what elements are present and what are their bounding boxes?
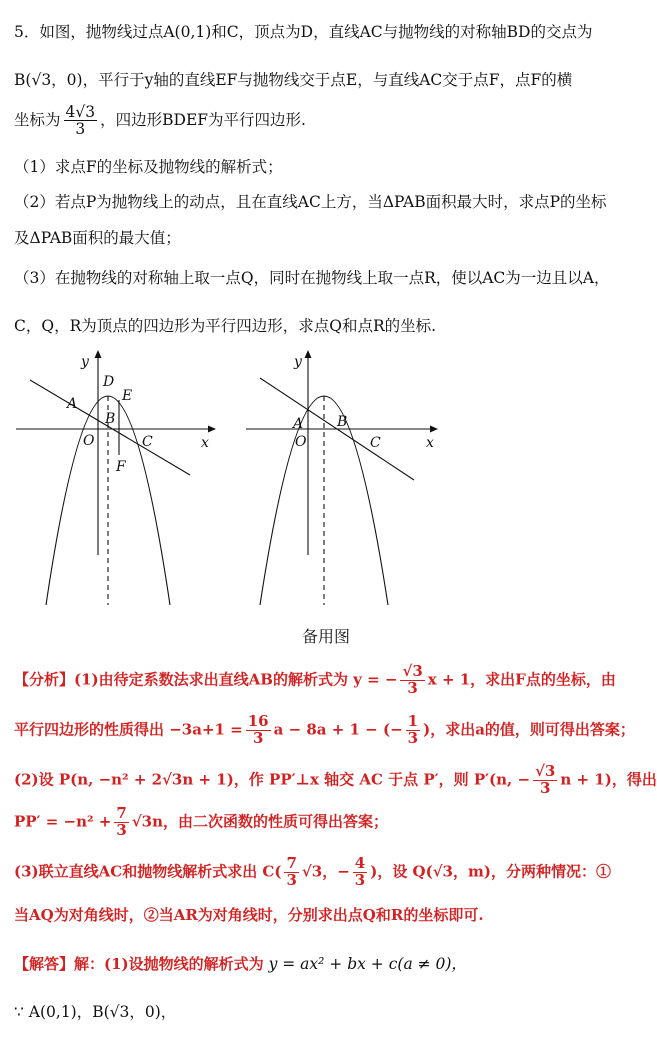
fraction-16-over-3 (246, 714, 271, 747)
analysis-line-4 (14, 806, 388, 839)
figure-1-label-F: F (116, 459, 126, 475)
fraction-numerator: 4√3 (65, 103, 96, 121)
figure-1-label-O: O (83, 433, 95, 449)
fraction-numerator: √3 (402, 662, 423, 680)
analysis-5-mid: √3，− (301, 862, 350, 881)
problem-line-3-pre: 坐标为 (14, 110, 61, 129)
analysis-5-pre: (3)联立直线AC和抛物线解析式求出 C( (14, 862, 282, 881)
problem-line-3 (14, 104, 306, 138)
solution-line-2: ∵ A(0,1)，B(√3，0)， (14, 1003, 177, 1021)
fraction-numerator: √3 (535, 762, 556, 780)
figure-1-label-y: y (81, 354, 89, 370)
analysis-4-post: √3n，由二次函数的性质可得出答案； (131, 812, 389, 831)
question-1: （1）求点F的坐标及抛物线的解析式； (14, 158, 283, 176)
figure-2 (240, 350, 450, 615)
fraction-7-over-3 (114, 806, 128, 839)
analysis-5-post: )，设 Q(√3，m)，分两种情况：① (370, 862, 611, 881)
problem-line-3-post: ，四边形BDEF为平行四边形. (100, 110, 306, 129)
figure-1-x-arrow (208, 426, 216, 433)
fraction-denominator: 3 (407, 728, 419, 747)
fraction-numerator: 4 (354, 854, 366, 872)
figure-2-label-C: C (370, 435, 381, 451)
fraction-7-over-3 (284, 856, 298, 889)
fraction-numerator: 1 (407, 712, 419, 730)
figure-2-label-B: B (337, 414, 348, 430)
figure-caption: 备用图 (302, 627, 351, 646)
analysis-2-pre: 平行四边形的性质得出 −3a+1 = (14, 720, 243, 739)
figure-2-label-x: x (426, 435, 434, 451)
figure-1-label-C: C (142, 434, 153, 450)
analysis-line-2 (14, 714, 635, 747)
question-2-line-1: （2）若点P为抛物线上的动点，且在直线AC上方，当ΔPAB面积最大时，求点P的坐标 (14, 193, 607, 211)
fraction-4-over-3 (353, 856, 367, 889)
figure-1-label-B: B (105, 411, 116, 427)
fraction-denominator: 3 (75, 120, 86, 139)
figure-2-x-arrow (430, 426, 438, 433)
figure-1-label-E: E (122, 388, 133, 404)
analysis-1-pre: 【分析】(1)由待定系数法求出直线AB的解析式为 y = − (14, 670, 398, 689)
figure-1-label-A: A (67, 396, 78, 412)
figure-1-label-x: x (201, 435, 209, 451)
fraction-denominator: 3 (286, 870, 297, 889)
fraction-denominator: 3 (407, 678, 418, 697)
fraction-denominator: 3 (116, 820, 127, 839)
analysis-3-pre: (2)设 P(n, −n² + 2√3n + 1)，作 PP′⊥x 轴交 AC 于点 P′，则 P′(n, − (14, 770, 531, 789)
figure-2-y-arrow (305, 350, 312, 358)
fraction-denominator: 3 (354, 870, 366, 889)
analysis-line-1 (14, 664, 616, 697)
figure-1 (12, 350, 222, 615)
solution-1-red: 【解答】解：(1)设抛物线的解析式为 (14, 955, 264, 973)
problem-line-2: B(√3，0)，平行于y轴的直线EF与抛物线交于点E，与直线AC交于点F，点F的横 (14, 71, 573, 89)
figure-2-label-A: A (293, 416, 304, 432)
figure-1-line-AC (30, 380, 190, 475)
fraction-numerator: 7 (286, 854, 297, 872)
fraction-denominator: 3 (252, 728, 264, 747)
problem-line-1: 5．如图，抛物线过点A(0,1)和C，顶点为D，直线AC与抛物线的对称轴BD的交点为 (14, 23, 593, 41)
analysis-4-pre: PP′ = −n² + (14, 812, 112, 831)
figure-2-label-O: O (295, 434, 307, 450)
fraction-sqrt3-over-3 (533, 764, 557, 797)
fraction-denominator: 3 (540, 778, 551, 797)
fraction-4sqrt3-over-3 (64, 104, 98, 138)
question-2-line-2: 及ΔPAB面积的最大值； (14, 229, 181, 247)
solution-1-formula: y = ax² + bx + c(a ≠ 0)， (268, 955, 467, 973)
analysis-line-6: 当AQ为对角线时，②当AR为对角线时，分别求出点Q和R的坐标即可. (14, 906, 484, 924)
figure-1-y-arrow (95, 350, 102, 358)
question-3-line-2: C，Q，R为顶点的四边形为平行四边形，求点Q和点R的坐标. (14, 317, 437, 335)
analysis-line-5 (14, 856, 611, 889)
fraction-1-over-3 (406, 714, 420, 747)
fraction-numerator: 16 (247, 712, 269, 730)
analysis-1-post: x + 1，求出F点的坐标，由 (427, 670, 616, 689)
fraction-numerator: 7 (116, 804, 127, 822)
question-3-line-1: （3）在抛物线的对称轴上取一点Q，同时在抛物线上取一点R，使以AC为一边且以A， (14, 269, 610, 287)
analysis-2-post: )，求出a的值，则可得出答案； (423, 720, 635, 739)
figure-1-label-D: D (103, 374, 115, 390)
fraction-sqrt3-over-3 (400, 664, 424, 697)
analysis-3-post: n + 1)，得出 (560, 770, 657, 789)
figure-2-label-y: y (294, 354, 302, 370)
analysis-line-3 (14, 764, 657, 797)
solution-line-1 (14, 952, 467, 974)
analysis-2-mid: a − 8a + 1 − (− (273, 720, 403, 739)
